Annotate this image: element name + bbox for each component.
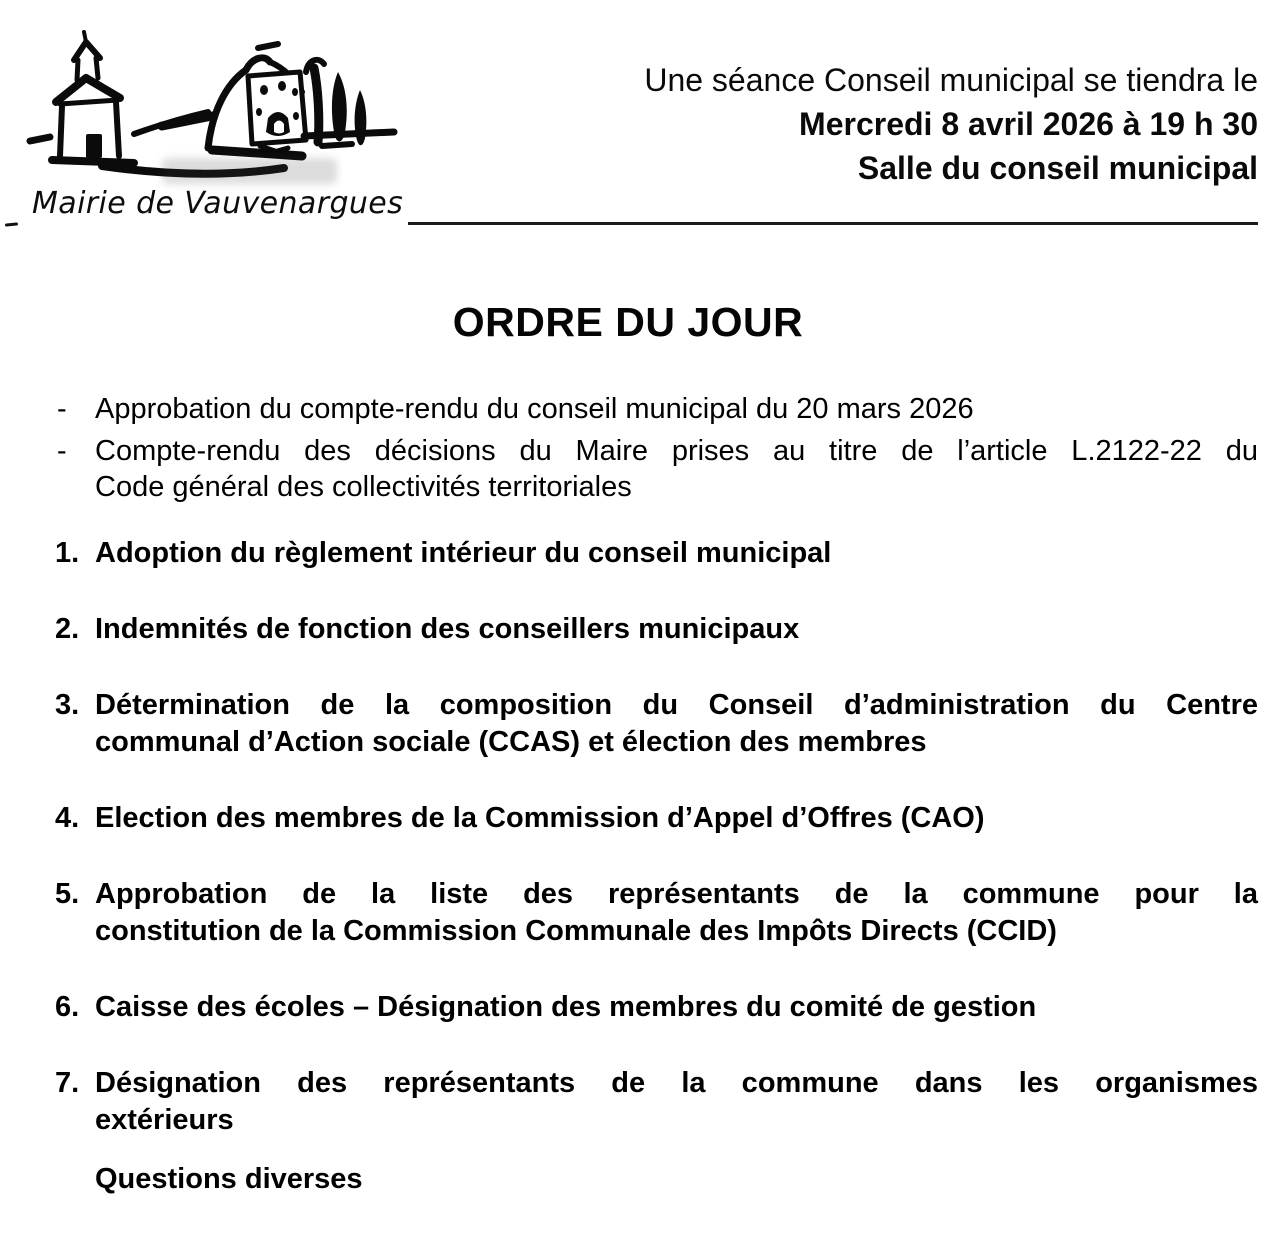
stray-mark xyxy=(5,222,18,226)
document-body xyxy=(55,391,1258,1198)
agenda-item xyxy=(55,989,1258,1026)
preamble-line: Compte-rendu des décisions du Maire prises au titre de l’article L.2122-22 du xyxy=(95,435,1258,467)
agenda-item-number: 1. xyxy=(55,537,80,569)
dash-marker: - xyxy=(57,393,67,425)
agenda-item xyxy=(55,687,1258,761)
dash-marker: - xyxy=(57,435,67,467)
agenda-item-number: 4. xyxy=(55,802,80,834)
agenda-item-number: 7. xyxy=(55,1067,80,1099)
preamble-item xyxy=(55,433,1258,505)
questions-footer: Questions diverses xyxy=(95,1163,363,1195)
agenda-item-number: 3. xyxy=(55,689,80,721)
agenda-list xyxy=(55,535,1258,1198)
agenda-item xyxy=(55,800,1258,837)
agenda-item xyxy=(55,611,1258,648)
mairie-logo xyxy=(22,28,402,228)
preamble-line: Approbation du compte-rendu du conseil municipal du 20 mars 2026 xyxy=(95,393,974,425)
preamble-list xyxy=(55,391,1258,505)
agenda-line: Approbation de la liste des représentants de la commune pour la xyxy=(95,878,1258,910)
agenda-line: Désignation des représentants de la commune dans les organismes xyxy=(95,1067,1258,1099)
agenda-line: extérieurs xyxy=(95,1104,234,1136)
notice-line-1: Une séance Conseil municipal se tiendra le xyxy=(644,62,1258,98)
agenda-line: Caisse des écoles – Désignation des membres du comité de gestion xyxy=(95,991,1037,1023)
agenda-item xyxy=(55,876,1258,950)
page-title: ORDRE DU JOUR xyxy=(452,299,804,345)
agenda-item xyxy=(55,535,1258,572)
agenda-line: constitution de la Commission Communale des Impôts Directs (CCID) xyxy=(95,915,1057,947)
meeting-notice xyxy=(644,58,1258,190)
notice-line-2: Mercredi 8 avril 2026 à 19 h 30 xyxy=(799,106,1258,142)
preamble-line: Code général des collectivités territoriales xyxy=(95,471,632,503)
agenda-line: Adoption du règlement intérieur du conseil municipal xyxy=(95,537,832,569)
agenda-item-number: 2. xyxy=(55,613,80,645)
logo-caption: Mairie de Vauvenargues xyxy=(32,186,404,221)
header-divider xyxy=(408,222,1258,225)
notice-line-3: Salle du conseil municipal xyxy=(857,150,1258,186)
village-sketch-illustration xyxy=(22,28,400,178)
agenda-line: Indemnités de fonction des conseillers municipaux xyxy=(95,613,800,645)
agenda-line: Election des membres de la Commission d’Appel d’Offres (CAO) xyxy=(95,802,985,834)
agenda-item-number: 5. xyxy=(55,878,80,910)
agenda-item-number: 6. xyxy=(55,991,80,1023)
scan-smudge xyxy=(162,158,337,184)
agenda-line: Détermination de la composition du Conseil d’administration du Centre xyxy=(95,689,1258,721)
preamble-item xyxy=(55,391,1258,427)
agenda-line: communal d’Action sociale (CCAS) et élection des membres xyxy=(95,726,927,758)
agenda-item xyxy=(55,1065,1258,1139)
